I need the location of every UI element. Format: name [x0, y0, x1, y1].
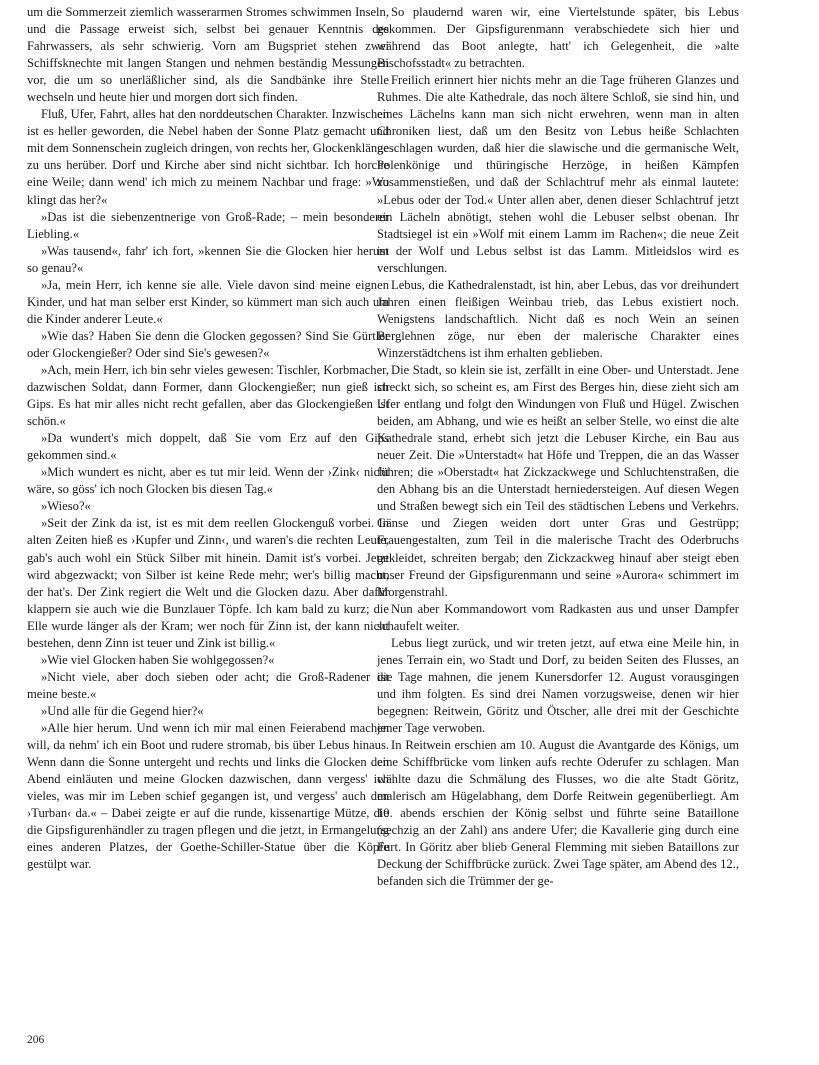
- paragraph: »Da wundert's mich doppelt, daß Sie vom Erz auf den Gips gekommen sind.«: [27, 431, 389, 463]
- paragraph: Lebus liegt zurück, und wir treten jetzt, auf etwa eine Meile hin, in jenes Terrain ein, wo Stadt und Dorf, zu beiden Seiten des Flusses, an die Tage mahnen, die jenem Kunersdorfer 12. August vorausgingen und ihm folgten. Es sind drei Namen vorzugsweise, denen wir hier begegnen: Reitwein, Göritz und Ötscher, alle drei mit der Geschichte jener Tage verwoben.: [377, 635, 739, 735]
- right-text-column: [377, 4, 739, 890]
- paragraph: um die Sommerzeit ziemlich wasserarmen Stromes schwimmen Inseln, und die Passage erweist sich, selbst bei genauer Kenntnis des Fahrwassers, als sehr schwierig. Vorn am Bugspriet stehen zwei Schiffsknechte mit langen Stangen und nehmen beständig Messungen vor, die um so unerläßlicher sind, als die Sandbänke ihre Stelle wechseln und heute hier und morgen dort sich finden.: [27, 5, 389, 105]
- paragraph: »Wie viel Glocken haben Sie wohlgegossen?«: [41, 652, 275, 667]
- paragraph: Nun aber Kommandowort vom Radkasten aus und unser Dampfer schaufelt weiter.: [377, 601, 739, 633]
- paragraph: In Reitwein erschien am 10. August die Avantgarde des Königs, um eine Schiffbrücke vom linken aufs rechte Oderufer zu schlagen. Man wählte dazu die Schmälung des Flusses, wo die alte Stadt Göritz, malerisch am Hügelabhang, dem Dorfe Reitwein gegenüberliegt. Am 10. abends erschien der König selbst und führte seine Bataillone (sechzig an der Zahl) ans andere Ufer; die Kavallerie ging durch eine Furt. In Göritz aber blieb General Flemming mit sieben Bataillons zur Deckung der Schiffbrücke zurück. Zwei Tage später, am Abend des 12., befanden sich die Trümmer der ge-: [377, 738, 739, 889]
- page-number: 206: [27, 1034, 45, 1046]
- paragraph: Fluß, Ufer, Fahrt, alles hat den norddeutschen Charakter. Inzwischen ist es heller geworden, die Nebel haben der Sonne Platz gemacht und mit dem Sonnenschein zugleich dringen, von rechts her, Glockenklänge zu uns herüber. Dorf und Kirche aber sind nicht sichtbar. Ich horche eine Weile; dann wend' ich mich zu meinem Nachbar und frage: »Wo klingt das her?«: [27, 107, 389, 207]
- paragraph: »Wieso?«: [41, 499, 91, 514]
- paragraph: »Mich wundert es nicht, aber es tut mir leid. Wenn der ›Zink‹ nicht wäre, so göss' ich noch Glocken bis diesen Tag.«: [27, 465, 389, 497]
- paragraph: »Und alle für die Gegend hier?«: [41, 703, 204, 718]
- paragraph: »Wie das? Haben Sie denn die Glocken gegossen? Sind Sie Gürtler oder Glockengießer? Oder sind Sie's gewesen?«: [27, 328, 389, 360]
- paragraph: »Ach, mein Herr, ich bin sehr vieles gewesen: Tischler, Korbmacher, dazwischen Soldat, dann Former, dann Glockengießer; nun gieß ich Gips. Es hat mir alles nicht recht gefallen, aber das Glockengießen ist schön.«: [27, 362, 389, 429]
- paragraph: »Seit der Zink da ist, ist es mit dem reellen Glockenguß vorbei. In alten Zeiten hieß es ›Kupfer und Zinn‹, und waren's die rechten Leute, gab's auch wohl ein Stück Silber mit hinein. Damit ist's vorbei. Jetzt wird abgezwackt; von Silber ist keine Rede mehr; wer's billig macht, der hat's. Der Zink regiert die Welt und die Glocken dazu. Aber dafür klappern sie auch wie die Bunzlauer Töpfe. Ich kam bald zu kurz; die Elle wurde länger als der Kram; wer noch für Zinn ist, der kann nicht bestehen, denn Zinn ist teuer und Zink ist billig.«: [27, 516, 389, 650]
- paragraph: So plaudernd waren wir, eine Viertelstunde später, bis Lebus gekommen. Der Gipsfigurenmann verabschiedete sich hier und während das Boot anlegte, hatt' ich Gelegenheit, die »alte Bischofsstadt« zu betrachten.: [377, 5, 739, 71]
- paragraph: »Nicht viele, aber doch sieben oder acht; die Groß-Radener ist meine beste.«: [27, 669, 389, 701]
- left-text-column: [27, 4, 389, 873]
- paragraph: Die Stadt, so klein sie ist, zerfällt in eine Ober- und Unterstadt. Jene streckt sich, so scheint es, am First des Berges hin, diese zieht sich am Ufer entlang und folgt den Windungen von Fluß und Hügel. Zwischen beiden, am Abhang, und wie es heißt an selber Stelle, wo einst die alte Kathedrale stand, erhebt sich jetzt die Lebuser Kirche, ein Bau aus neuer Zeit. Die »Unterstadt« hat Höfe und Treppen, die an das Wasser führen; die »Oberstadt« hat Zickzackwege und Schluchtenstraßen, die den Abhang bis an die Unterstadt herniedersteigen. Auf diesen Wegen und Straßen bewegt sich ein Teil des städtischen Lebens und Verkehrs. Gänse und Ziegen weiden dort unter Gras und Gestrüpp; Frauengestalten, zum Teil in die malerische Tracht des Oderbruchs gekleidet, schreiten bergab; den Zickzackweg hinauf aber steigt eben unser Freund der Gipsfigurenmann und seine »Aurora« schimmert im Morgenstrahl.: [377, 362, 739, 599]
- paragraph: Lebus, die Kathedralenstadt, ist hin, aber Lebus, das vor dreihundert Jahren einen fleißigen Weinbau trieb, das Lebus existiert noch. Wenigstens landschaftlich. Nicht daß es noch Wein an seinen Berglehnen zöge, nur eben der malerische Charakter eines Winzerstädtchens ist ihm erhalten geblieben.: [377, 277, 739, 360]
- paragraph: »Alle hier herum. Und wenn ich mir mal einen Feierabend machen will, da nehm' ich ein Boot und rudere stromab, bis über Lebus hinaus. Wenn dann die Sonne untergeht und rechts und links die Glocken den Abend einläuten und meine Glocken dazwischen, dann vergess' ich vieles, was mir im Leben schief gegangen ist, und vergess' auch den ›Turban‹ da.« – Dabei zeigte er auf die runde, kissenartige Mütze, die die Gipsfigurenhändler zu tragen pflegen und die jetzt, in Ermangelung eines anderen Platzes, der Goethe-Schiller-Statue über die Köpfe gestülpt war.: [27, 720, 389, 872]
- paragraph: »Ja, mein Herr, ich kenne sie alle. Viele davon sind meine eignen Kinder, und hat man selber erst Kinder, so kümmert man sich auch um die Kinder anderer Leute.«: [27, 277, 389, 326]
- paragraph: »Was tausend«, fahr' ich fort, »kennen Sie die Glocken hier herum so genau?«: [27, 243, 389, 275]
- paragraph: Freilich erinnert hier nichts mehr an die Tage früheren Glanzes und Ruhmes. Die alte Kathedrale, das noch ältere Schloß, sie sind hin, und eines Lächelns kann man sich nicht erwehren, wenn man in alten Chroniken liest, daß um den Besitz von Lebus heiße Schlachten geschlagen wurden, daß hier die slawische und die germanische Welt, Polenkönige und thüringische Herzöge, in heißen Kämpfen zusammenstießen, und daß der Schlachtruf mehr als einmal lautete: »Lebus oder der Tod.« Unter allen aber, denen dieser Schlachtruf jetzt ein Lächeln abnötigt, stehen wohl die Lebuser selbst obenan. Ihr Stadtsiegel ist ein »Wolf mit einem Lamm im Rachen«; die neue Zeit ist der Wolf und Lebus selbst ist das Lamm. Mitleidslos wird es verschlungen.: [377, 73, 739, 275]
- paragraph: »Das ist die siebenzentnerige von Groß-Rade; – mein besonderer Liebling.«: [27, 209, 389, 241]
